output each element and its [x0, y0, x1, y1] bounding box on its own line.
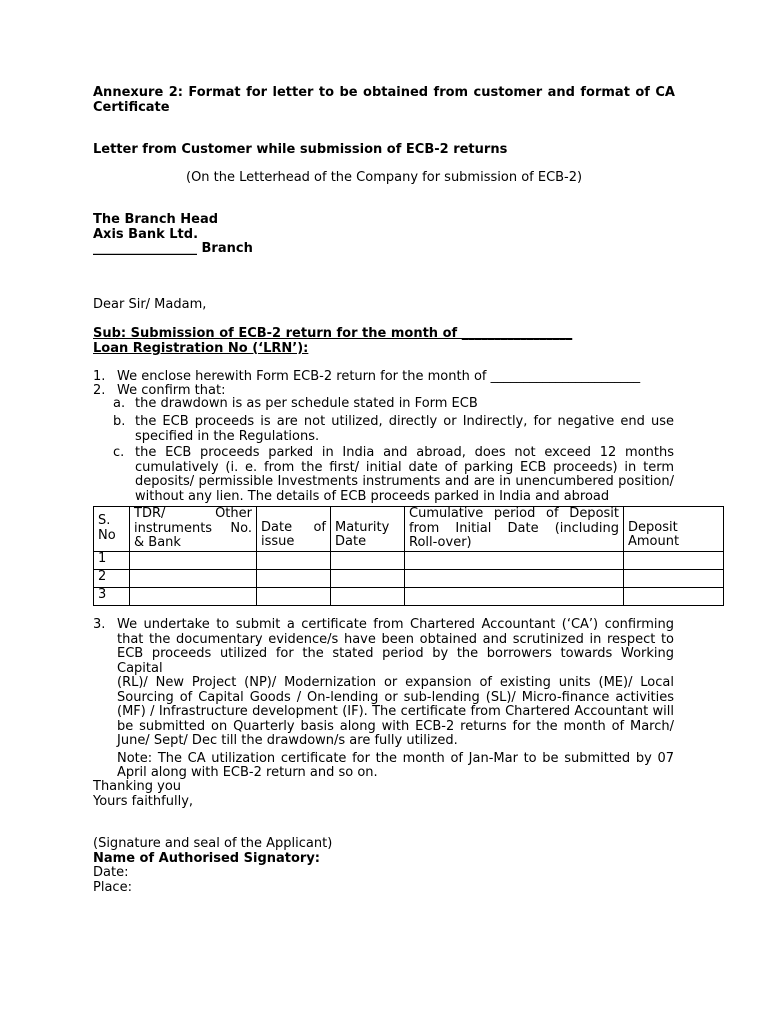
annexure-heading-line1: Annexure 2: Format for letter to be obtained from customer and format of CA	[93, 85, 675, 100]
cell-sno: 1	[94, 551, 130, 569]
date-label: Date:	[93, 865, 129, 880]
item3-line: be submitted on Quarterly basis along with ECB-2 returns for the month of March/	[117, 718, 674, 734]
table-row	[94, 551, 724, 569]
cell-empty	[405, 569, 624, 587]
cell-empty	[405, 587, 624, 605]
item-text-3	[117, 618, 674, 781]
salutation: Dear Sir/ Madam,	[93, 297, 207, 312]
subitem-c-line1: the ECB proceeds parked in India and abroad, does not exceed 12 months	[135, 445, 674, 460]
item3-line: We undertake to submit a certificate from Chartered Accountant (‘CA’) confirming	[117, 617, 674, 632]
subitem-label-c: c.	[113, 445, 125, 460]
addressee-line3: ________________ Branch	[93, 241, 253, 256]
item3-line: (RL)/ New Project (NP)/ Modernization or expansion of existing units (ME)/ Local	[117, 675, 674, 690]
header-deposit-amount: Deposit Amount	[624, 507, 724, 552]
authorised-signatory-label: Name of Authorised Signatory:	[93, 850, 321, 866]
table-row	[94, 569, 724, 587]
annexure-heading-line2: Certificate	[93, 99, 170, 115]
header-date-line2: issue	[261, 534, 295, 549]
item-number-3: 3.	[93, 617, 106, 632]
table-header-row	[94, 507, 724, 552]
cell-empty	[130, 587, 257, 605]
cell-sno: 3	[94, 587, 130, 605]
subitem-b-line2: specified in the Regulations.	[135, 428, 320, 444]
place-label: Place:	[93, 879, 132, 895]
item-number-2: 2.	[93, 383, 106, 398]
cell-empty	[624, 587, 724, 605]
header-tdr-line1: TDR/ Other	[134, 506, 252, 521]
annexure-heading	[93, 86, 675, 115]
cell-empty	[405, 551, 624, 569]
item3-note	[117, 752, 674, 781]
header-maturity-date: Maturity Date	[331, 507, 405, 552]
cell-empty	[130, 569, 257, 587]
subitem-text-a: the drawdown is as per schedule stated in Form ECB	[135, 396, 478, 411]
cell-empty	[257, 569, 331, 587]
subject-block	[93, 327, 572, 356]
header-tdr-line3: & Bank	[134, 535, 181, 550]
item3-note-line2: April along with ECB-2 return and so on.	[117, 765, 378, 780]
header-date-of-issue	[257, 507, 331, 552]
subitem-c-line4: without any lien. The details of ECB proceeds parked in India and abroad	[135, 488, 610, 504]
item3-line: Sourcing of Capital Goods / On-lending or sub-lending (SL)/ Micro-finance activities	[117, 689, 674, 705]
subject-line1: Sub: Submission of ECB-2 return for the month of _________________	[93, 326, 573, 341]
item3-line: that the documentary evidence/s have been obtained and scrutinized in respect to	[117, 631, 674, 647]
addressee-block	[93, 213, 253, 257]
item-text-1: We enclose herewith Form ECB-2 return for the month of _______________________	[117, 369, 641, 384]
cell-empty	[257, 587, 331, 605]
header-tdr-line2: instruments No.	[134, 520, 252, 536]
header-cumulative-period	[405, 507, 624, 552]
cell-empty	[331, 569, 405, 587]
header-date-line1: Date of	[261, 519, 326, 535]
header-tdr-instruments	[130, 507, 257, 552]
cell-empty	[130, 551, 257, 569]
signature-block	[93, 837, 332, 895]
item3-note-line1: Note: The CA utilization certificate for the month of Jan-Mar to be submitted by 07	[117, 750, 674, 766]
item-text-2: We confirm that:	[117, 383, 226, 398]
header-cum-line3: Roll-over)	[409, 535, 472, 550]
letter-title: Letter from Customer while submission of ECB-2 returns	[93, 142, 508, 157]
subitem-c-line2: cumulatively (i. e. from the first/ initial date of parking ECB proceeds) in term	[135, 459, 674, 475]
subject-line2: Loan Registration No (‘LRN’):	[93, 340, 309, 356]
cell-sno: 2	[94, 569, 130, 587]
item3-line: (MF) / Infrastructure development (IF). The certificate from Chartered Accountant will	[117, 704, 674, 719]
addressee-line2: Axis Bank Ltd.	[93, 226, 199, 242]
table-row	[94, 587, 724, 605]
deposit-details-table	[93, 506, 724, 606]
subitem-b-line1: the ECB proceeds is are not utilized, directly or Indirectly, for negative end use	[135, 414, 674, 429]
item3-line: June/ Sept/ Dec till the drawdown/s are fully utilized.	[117, 733, 458, 748]
subitem-c-line3: deposits/ permissible Investments instruments and are in unencumbered position/	[135, 474, 674, 489]
header-sno: S. No	[94, 507, 130, 552]
closing-block	[93, 780, 193, 809]
addressee-line1: The Branch Head	[93, 212, 219, 227]
subitem-label-b: b.	[113, 414, 126, 429]
item-number-1: 1.	[93, 369, 106, 384]
cell-empty	[624, 569, 724, 587]
letterhead-note: (On the Letterhead of the Company for submission of ECB-2)	[186, 170, 583, 185]
cell-empty	[624, 551, 724, 569]
cell-empty	[257, 551, 331, 569]
closing-thanks: Thanking you	[93, 779, 182, 794]
closing-faithfully: Yours faithfully,	[93, 793, 194, 809]
header-cum-line1: Cumulative period of Deposit	[409, 506, 619, 521]
cell-empty	[331, 587, 405, 605]
subitem-text-b	[135, 415, 674, 444]
item3-line: ECB proceeds utilized for the stated period by the borrowers towards Working Capital	[117, 646, 674, 676]
subitem-text-c	[135, 446, 674, 504]
signature-label: (Signature and seal of the Applicant)	[93, 836, 333, 851]
subitem-label-a: a.	[113, 396, 126, 411]
header-cum-line2: from Initial Date (including	[409, 520, 619, 536]
cell-empty	[331, 551, 405, 569]
